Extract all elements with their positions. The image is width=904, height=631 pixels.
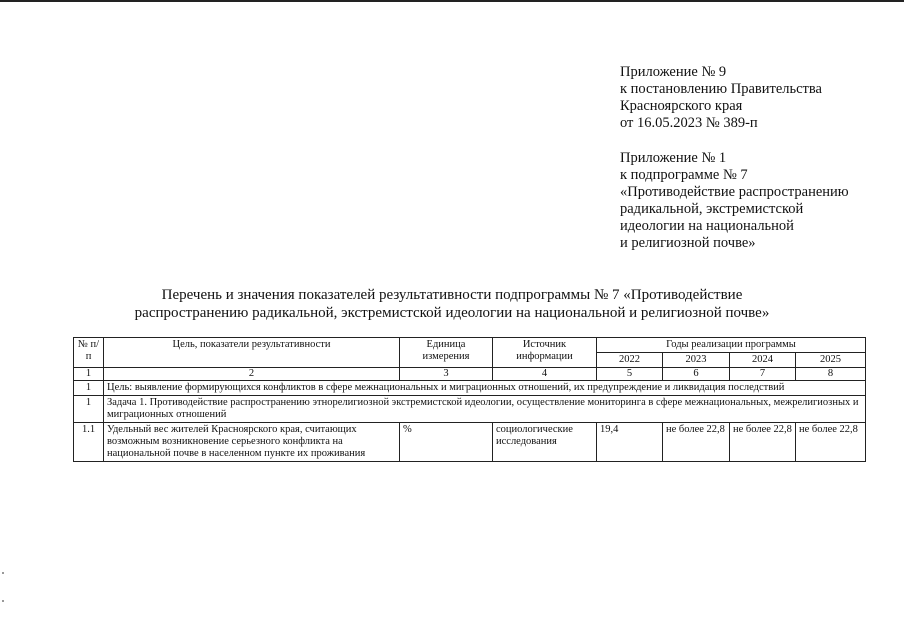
indicator-value-2025: не более 22,8 [796, 423, 866, 462]
header-source: Источник информации [493, 338, 597, 368]
task-row-num: 1 [74, 396, 104, 423]
indicator-value-2023: не более 22,8 [663, 423, 730, 462]
appendix-1-line: и религиозной почве» [620, 235, 756, 251]
appendix-1-line: радикальной, экстремистской [620, 201, 804, 217]
indicators-table [73, 337, 866, 462]
appendix-1-line: «Противодействие распространению [620, 184, 849, 200]
header-goal: Цель, показатели результативности [104, 338, 400, 368]
task-row [74, 396, 866, 423]
scan-mark [2, 572, 4, 574]
appendix-1-line: Приложение № 1 [620, 150, 727, 166]
indicator-row [74, 423, 866, 462]
indicator-name: Удельный вес жителей Красноярского края, считающих возможным возникновение серьезного конфликта на национальной почве в населенном пункте их проживания [104, 423, 400, 462]
header-year-2023: 2023 [663, 353, 730, 368]
appendix-9-line: Красноярского края [620, 98, 743, 114]
column-number: 7 [730, 368, 796, 381]
goal-row-text: Цель: выявление формирующихся конфликтов в сфере межнациональных и миграционных отношений, их предупреждение и ликвидация последствий [104, 381, 866, 396]
column-number: 8 [796, 368, 866, 381]
header-num: № п/п [74, 338, 104, 368]
column-number: 6 [663, 368, 730, 381]
task-row-text: Задача 1. Противодействие распространению этнорелигиозной экстремистской идеологии, осуществление мониторинга в сфере межнациональных, межрелигиозных и миграционных отношений [104, 396, 866, 423]
document-title-line-2: распространению радикальной, экстремистской идеологии на национальной и религиозной почве» [134, 305, 770, 321]
header-year-2022: 2022 [597, 353, 663, 368]
appendix-1-header [620, 150, 849, 252]
appendix-9-line: от 16.05.2023 № 389-п [620, 115, 758, 131]
appendix-9-header [620, 64, 822, 132]
column-number: 2 [104, 368, 400, 381]
indicator-value-2022: 19,4 [597, 423, 663, 462]
appendix-9-line: Приложение № 9 [620, 64, 727, 80]
goal-row-num: 1 [74, 381, 104, 396]
appendix-9-line: к постановлению Правительства [620, 81, 822, 97]
indicator-num: 1.1 [74, 423, 104, 462]
indicator-source: социологические исследования [493, 423, 597, 462]
column-number: 5 [597, 368, 663, 381]
indicator-value-2024: не более 22,8 [730, 423, 796, 462]
column-numbers-row [74, 368, 866, 381]
column-number: 4 [493, 368, 597, 381]
column-number: 1 [74, 368, 104, 381]
header-unit: Единица измерения [400, 338, 493, 368]
goal-row [74, 381, 866, 396]
indicator-unit: % [400, 423, 493, 462]
appendix-1-line: к подпрограмме № 7 [620, 167, 748, 183]
document-title [60, 286, 844, 322]
scan-top-edge [0, 0, 904, 2]
scan-mark [2, 600, 4, 602]
header-year-2025: 2025 [796, 353, 866, 368]
column-number: 3 [400, 368, 493, 381]
table-header-row [74, 338, 866, 353]
header-year-2024: 2024 [730, 353, 796, 368]
header-years-group: Годы реализации программы [597, 338, 866, 353]
document-title-line-1: Перечень и значения показателей результативности подпрограммы № 7 «Противодействие [161, 287, 743, 303]
appendix-1-line: идеологии на национальной [620, 218, 794, 234]
